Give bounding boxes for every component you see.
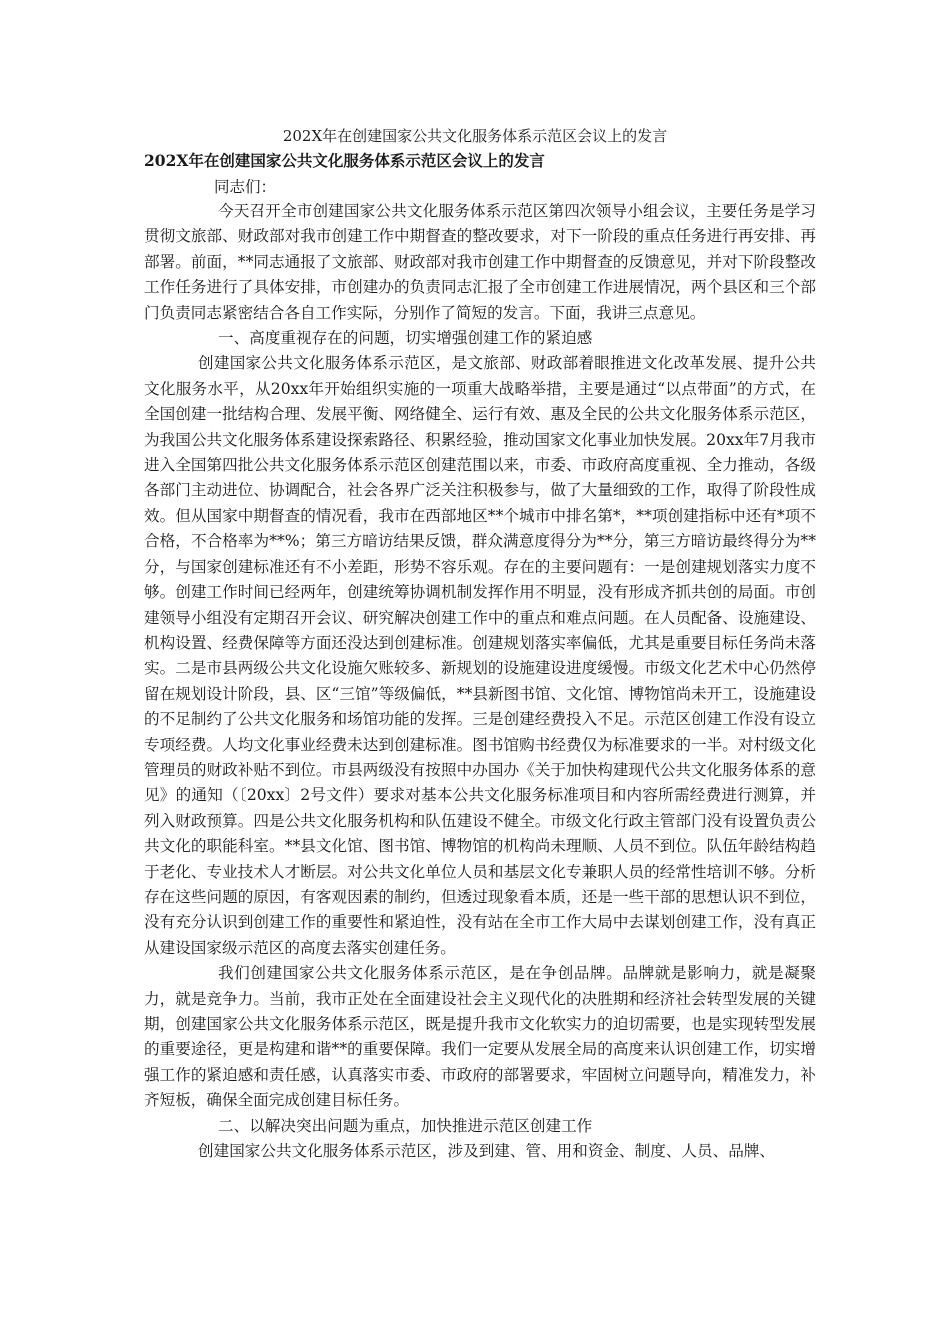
section-heading-2: 二、以解决突出问题为重点，加快推进示范区创建工作 bbox=[218, 1116, 593, 1135]
paragraph-brand: 我们创建国家公共文化服务体系示范区，是在争创品牌。品牌就是影响力，就是凝聚力，就是竞争力。当前，我市正处在全面建设社会主义现代化的决胜期和经济社会转型发展的关键期，创建国家公共文化服务体系示范区，既是提升我市文化软实力的迫切需要，也是实现转型发展的重要途径，更是构建和谐**的重要保障。我们一定要从发展全局的高度来认识创建工作，切实增强工作的紧迫感和责任感，认真落实市委、市政府的部署要求，牢固树立问题导向，精准发力，补齐短板，确保全面完成创建目标任务。 bbox=[144, 964, 816, 1110]
document-title: 202X年在创建国家公共文化服务体系示范区会议上的发言 bbox=[282, 127, 668, 145]
greeting: 同志们： bbox=[214, 178, 277, 196]
paragraph-problems: 创建国家公共文化服务体系示范区，是文旅部、财政部着眼推进文化改革发展、提升公共文化服务水平，从20xx年开始组织实施的一项重大战略举措，主要是通过“以点带面”的方式，在全国创建一批结构合理、发展平衡、网络健全、运行有效、惠及全民的公共文化服务体系示范区，为我国公共文化服务体系建设探索路径、积累经验，推动国家文化事业加快发展。20xx年7月我市进入全国第四批公共文化服务体系示范区创建范围以来，市委、市政府高度重视、全力推动，各级各部门主动进位、协调配合，社会各界广泛关注积极参与，做了大量细致的工作，取得了阶段性成效。但从国家中期督查的情况看，我市在西部地区**个城市中排名第*，**项创建指标中还有*项不合格，不合格率为**%；第三方暗访结果反馈，群众满意度得分为**分，第三方暗访最终得分为**分，与国家创建标准还有不小差距，形势不容乐观。存在的主要问题有：一是创建规划落实力度不够。创建工作时间已经两年，创建统筹协调机制发挥作用不明显，没有形成齐抓共创的局面。市创建领导小组没有定期召开会议、研究解决创建工作中的重点和难点问题。在人员配备、设施建设、机构设置、经费保障等方面还没达到创建标准。创建规划落实率偏低，尤其是重要目标任务尚未落实。二是市县两级公共文化设施欠账较多、新规划的设施建设进度缓慢。市级文化艺术中心仍然停留在规划设计阶段，县、区“三馆”等级偏低，**县新图书馆、文化馆、博物馆尚未开工，设施建设的不足制约了公共文化服务和场馆功能的发挥。三是创建经费投入不足。示范区创建工作没有设立专项经费。人均文化事业经费未达到创建标准。图书馆购书经费仅为标准要求的一半。对村级文化管理员的财政补贴不到位。市县两级没有按照中办国办《关于加快构建现代公共文化服务体系的意见》的通知（〔20xx〕2号文件）要求对基本公共文化服务标准项目和内容所需经费进行测算，并列入财政预算。四是公共文化服务机构和队伍建设不健全。市级文化行政主管部门没有设置负责公共文化的职能科室。**县文化馆、图书馆、博物馆的机构尚未理顺、人员不到位。队伍年龄结构趋于老化、专业技术人才断层。对公共文化单位人员和基层文化专兼职人员的经常性培训不够。分析存在这些问题的原因，有客观因素的制约，但透过现象看本质，还是一些干部的思想认识不到位，没有充分认识到创建工作的重要性和紧迫性，没有站在全市工作大局中去谋划创建工作，没有真正从建设国家级示范区的高度去落实创建任务。 bbox=[144, 354, 816, 957]
document-subtitle: 202X年在创建国家公共文化服务体系示范区会议上的发言 bbox=[144, 151, 545, 170]
paragraph-opening: 今天召开全市创建国家公共文化服务体系示范区第四次领导小组会议，主要任务是学习贯彻文旅部、财政部对我市创建工作中期督查的整改要求，对下一阶段的重点任务进行再安排、再部署。前面，**同志通报了文旅部、财政部对我市创建工作中期督查的反馈意见，并对下阶段整改工作任务进行了具体安排，市创建办的负责同志汇报了全市创建工作进展情况，两个县区和三个部门负责同志紧密结合各自工作实际，分别作了简短的发言。下面，我讲三点意见。 bbox=[144, 202, 816, 322]
document-body bbox=[144, 199, 816, 1164]
section-heading-1: 一、高度重视存在的问题，切实增强创建工作的紧迫感 bbox=[218, 329, 593, 348]
paragraph-section2: 创建国家公共文化服务体系示范区，涉及到建、管、用和资金、制度、人员、品牌、 bbox=[198, 1142, 775, 1161]
